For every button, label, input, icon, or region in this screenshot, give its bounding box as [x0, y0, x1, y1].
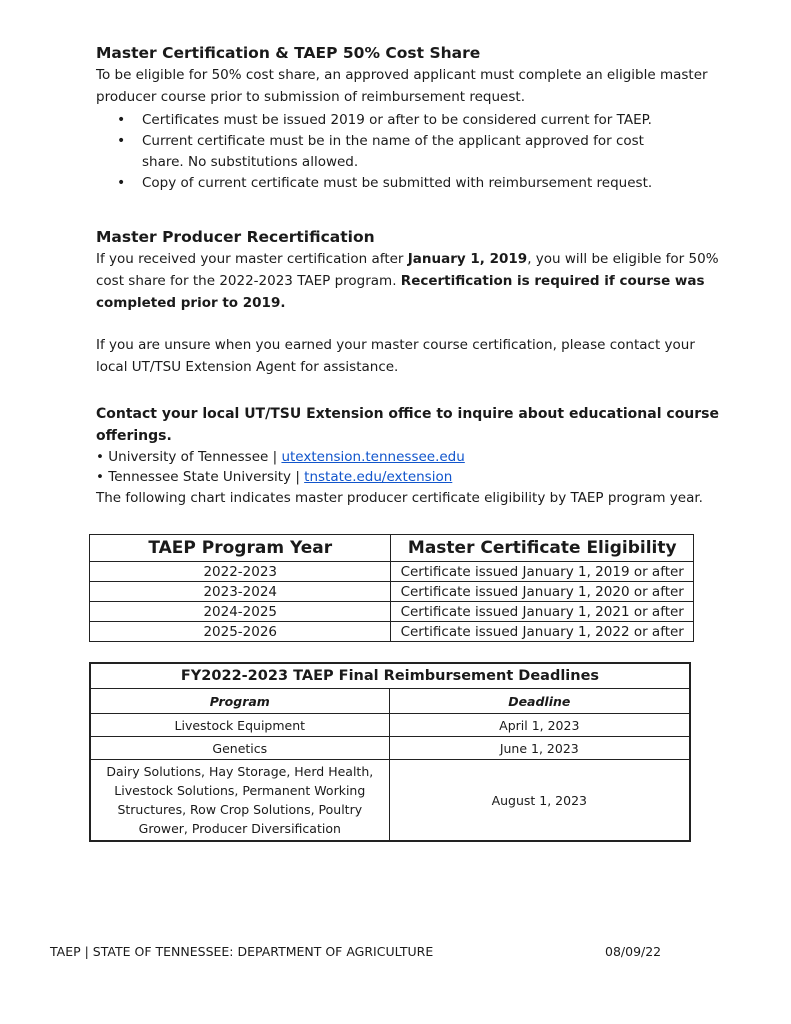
chart-intro-block — [96, 487, 746, 509]
chart-intro: The following chart indicates master producer certificate eligibility by TAEP program year. — [96, 490, 703, 506]
table-row — [90, 737, 690, 760]
recert-heading: Master Producer Recertification — [96, 228, 375, 246]
footer-left: TAEP | STATE OF TENNESSEE: DEPARTMENT OF AGRICULTURE — [50, 944, 434, 959]
program-year-cell: 2024-2025 — [90, 602, 391, 622]
contact-section — [96, 403, 746, 487]
deadline-cell: August 1, 2023 — [389, 760, 690, 842]
recert-text: , you will be eligible for 50% cost share for the 2022-2023 TAEP program. — [96, 251, 719, 289]
eligibility-cell: Certificate issued January 1, 2019 or after — [391, 562, 694, 582]
eligibility-cell: Certificate issued January 1, 2022 or after — [391, 622, 694, 642]
table-row — [90, 622, 694, 642]
contact-line — [96, 467, 746, 487]
table-row — [90, 602, 694, 622]
program-year-cell: 2023-2024 — [90, 582, 391, 602]
deadline-cell: June 1, 2023 — [389, 737, 690, 760]
cert-bullet: • Current certificate must be in the name of the applicant approved for cost share. No substitutions allowed. — [142, 131, 682, 173]
contact-prefix: • University of Tennessee | — [96, 449, 282, 465]
table-row — [90, 582, 694, 602]
deadline-cell: April 1, 2023 — [389, 714, 690, 737]
program-cell: Livestock Equipment — [90, 714, 389, 737]
deadline-table-caption: FY2022-2023 TAEP Final Reimbursement Deadlines — [90, 663, 690, 689]
table-row — [90, 760, 690, 842]
cert-section — [96, 42, 726, 194]
column-header: Program — [90, 689, 389, 714]
table-row — [90, 714, 690, 737]
table-header-row — [90, 535, 694, 562]
eligibility-table — [89, 534, 694, 642]
recert-section — [96, 226, 726, 378]
cert-bullet: • Copy of current certificate must be submitted with reimbursement request. — [142, 173, 726, 194]
cert-bullet-list — [96, 110, 726, 194]
contact-prefix: • Tennessee State University | — [96, 469, 305, 485]
utextension-link[interactable]: utextension.tennessee.edu — [281, 449, 465, 465]
table-row — [90, 562, 694, 582]
program-year-cell: 2022-2023 — [90, 562, 391, 582]
table-caption-row — [90, 663, 690, 689]
deadline-table — [89, 662, 691, 842]
program-cell: Genetics — [90, 737, 389, 760]
program-cell: Dairy Solutions, Hay Storage, Herd Health, Livestock Solutions, Permanent Working Structures, Row Crop Solutions, Poultry Grower, Producer Diversification — [90, 760, 389, 842]
column-header: TAEP Program Year — [90, 535, 391, 562]
recert-paragraph — [96, 248, 726, 314]
program-year-cell: 2025-2026 — [90, 622, 391, 642]
cert-intro: To be eligible for 50% cost share, an approved applicant must complete an eligible master producer course prior to submission of reimbursement request. — [96, 67, 708, 105]
recert-date: January 1, 2019 — [407, 251, 528, 267]
cert-heading: Master Certification & TAEP 50% Cost Share — [96, 44, 481, 62]
recert-contact-paragraph: If you are unsure when you earned your master course certification, please contact your local UT/TSU Extension Agent for assistance. — [96, 337, 695, 375]
column-header: Master Certificate Eligibility — [391, 535, 694, 562]
recert-text: If you received your master certification after — [96, 251, 408, 267]
eligibility-cell: Certificate issued January 1, 2020 or after — [391, 582, 694, 602]
eligibility-cell: Certificate issued January 1, 2021 or after — [391, 602, 694, 622]
footer-date: 08/09/22 — [605, 944, 662, 959]
column-header: Deadline — [389, 689, 690, 714]
contact-line — [96, 447, 746, 467]
table-header-row — [90, 689, 690, 714]
tnstate-link[interactable]: tnstate.edu/extension — [304, 469, 453, 485]
recert-requirement: Recertification is required if course was completed prior to 2019. — [96, 273, 705, 311]
contact-heading: Contact your local UT/TSU Extension office to inquire about educational course offerings. — [96, 406, 720, 444]
cert-bullet: • Certificates must be issued 2019 or after to be considered current for TAEP. — [142, 110, 726, 131]
